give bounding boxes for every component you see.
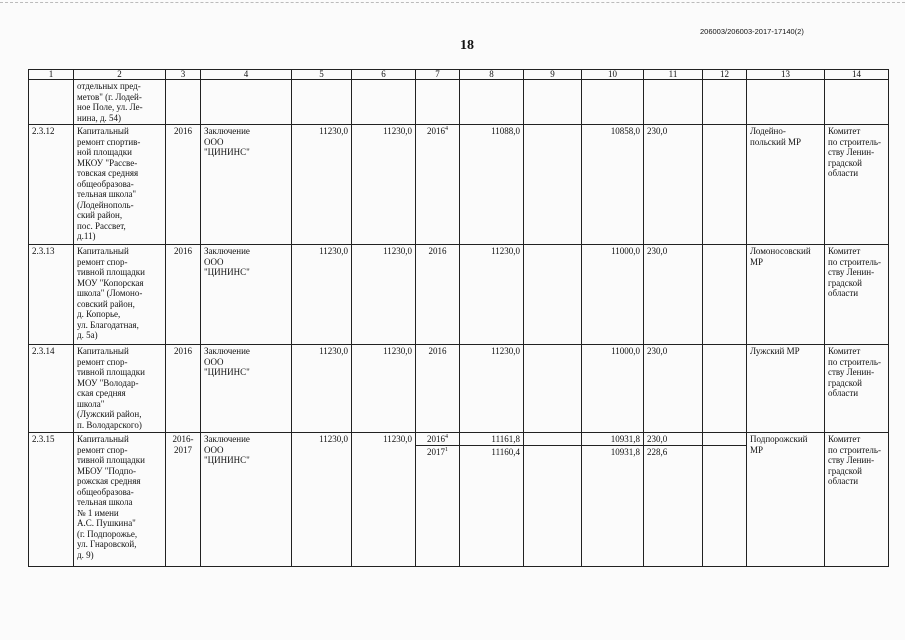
customer: Комитет по строитель- ству Ленин- градской области [825,433,889,567]
table-row [29,125,889,245]
page-number: 18 [460,38,474,53]
object-name: Капитальный ремонт спортив- ной площадки МКОУ "Рассве- товская средняя общеобразова- тельная школа" (Лодейнополь- ский район, пос. Рассвет, д.11) [74,125,166,245]
year: 2016 [166,125,201,245]
object-name: Капитальный ремонт спор- тивной площадки МОУ "Володар- ская средняя школа" (Лужский район, п. Володарского) [74,345,166,433]
customer: Комитет по строитель- ству Ленин- градской области [825,345,889,433]
basis: Заключение ООО "ЦИНИНС" [201,433,292,567]
financing-year: 2016$^4$ [416,125,460,245]
column-number: 14 [825,70,889,80]
column-number: 6 [352,70,416,80]
other-sources [703,433,747,567]
year: 2016- 2017 [166,433,201,567]
other-sources [703,245,747,345]
column-number: 3 [166,70,201,80]
column-number: 10 [582,70,644,80]
customer: Комитет по строитель- ству Ленин- градской области [825,125,889,245]
cost-total: 11230,0 [292,125,352,245]
district: Лодейно- польский МР [747,125,825,245]
object-name: Капитальный ремонт спор- тивной площадки МБОУ "Подпо- рожская средняя общеобразова- тельная школа № 1 имени А.С. Пушкина" (г. Подпорожье, ул. Гнаровской, д. 9) [74,433,166,567]
cost-remaining: 11230,0 [352,433,416,567]
financing-year: 2016 [416,245,460,345]
table-row [29,245,889,345]
financing-total: 11230,0 [460,245,524,345]
basis: Заключение ООО "ЦИНИНС" [201,125,292,245]
district: Ломоносовский МР [747,245,825,345]
federal-budget [524,245,582,345]
scan-top-border [0,2,905,3]
federal-budget [524,125,582,245]
financing-year: 2016$^4$ 2017$^1$ [416,433,460,567]
district: Подпорожский МР [747,433,825,567]
local-budget: 230,0 [644,245,703,345]
document-number: 206003/206003-2017-17140(2) [700,27,804,36]
cost-remaining: 11230,0 [352,345,416,433]
cost-total: 11230,0 [292,433,352,567]
column-number: 1 [29,70,74,80]
column-number: 9 [524,70,582,80]
column-numbers-row [29,70,889,80]
financing-total: 11088,0 [460,125,524,245]
column-number: 13 [747,70,825,80]
column-number: 2 [74,70,166,80]
financing-year: 2016 [416,345,460,433]
column-number: 5 [292,70,352,80]
year: 2016 [166,245,201,345]
customer: Комитет по строитель- ству Ленин- градской области [825,245,889,345]
district: Лужский МР [747,345,825,433]
row-number: 2.3.14 [29,345,74,433]
financing-total: 11161,8 11160,4 [460,433,524,567]
other-sources [703,125,747,245]
regional-budget: 11000,0 [582,245,644,345]
column-number: 11 [644,70,703,80]
basis: Заключение ООО "ЦИНИНС" [201,245,292,345]
regional-budget: 10858,0 [582,125,644,245]
federal-budget [524,345,582,433]
local-budget: 230,0 [644,345,703,433]
cost-total: 11230,0 [292,245,352,345]
row-number: 2.3.15 [29,433,74,567]
basis: Заключение ООО "ЦИНИНС" [201,345,292,433]
continuation-name: отдельных пред- метов" (г. Лодей- ное Поле, ул. Ле- нина, д. 54) [74,80,166,125]
federal-budget [524,433,582,567]
table-row [29,345,889,433]
local-budget: 230,0 [644,125,703,245]
cost-remaining: 11230,0 [352,245,416,345]
year: 2016 [166,345,201,433]
regional-budget: 11000,0 [582,345,644,433]
column-number: 7 [416,70,460,80]
object-name: Капитальный ремонт спор- тивной площадки МОУ "Копорская школа" (Ломоно- совский район, д. Копорье, ул. Благодатная, д. 5а) [74,245,166,345]
financing-total: 11230,0 [460,345,524,433]
table-row [29,433,889,567]
column-number: 4 [201,70,292,80]
cost-total: 11230,0 [292,345,352,433]
row-number: 2.3.13 [29,245,74,345]
other-sources [703,345,747,433]
continuation-row [29,80,889,125]
cost-remaining: 11230,0 [352,125,416,245]
column-number: 8 [460,70,524,80]
program-table [28,69,889,567]
regional-budget: 10931,8 10931,8 [582,433,644,567]
column-number: 12 [703,70,747,80]
local-budget: 230,0 228,6 [644,433,703,567]
row-number: 2.3.12 [29,125,74,245]
